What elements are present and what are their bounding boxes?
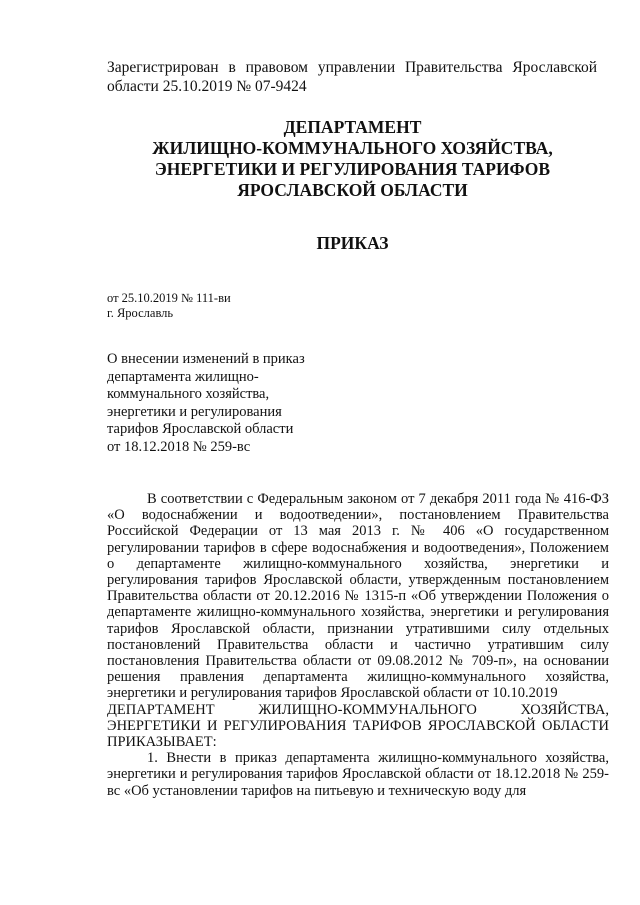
order-body — [107, 491, 609, 799]
clause-1-paragraph: 1. Внести в приказ департамента жилищно-коммунального хозяйства, энергетики и регулирования тарифов Ярославской области от 18.12.2018 № 259-вс «Об установлении тарифов на питьевую и техническую воду для — [107, 750, 609, 799]
department-line: ЭНЕРГЕТИКИ И РЕГУЛИРОВАНИЯ ТАРИФОВ — [154, 159, 551, 179]
registration-note: Зарегистрирован в правовом управлении Правительства Ярославской области 25.10.2019 № 07-9424 — [107, 59, 597, 95]
order-meta — [107, 291, 231, 321]
order-subject — [107, 351, 347, 456]
subject-line: тарифов Ярославской области — [107, 421, 294, 437]
preamble-paragraph: В соответствии с Федеральным законом от 7 декабря 2011 года № 416-ФЗ «О водоснабжении и водоотведении», постановлением Правительства Российской Федерации от 13 мая 2013 г. № 406 «О государственном регулировании тарифов в сфере водоснабжения и водоотведения», Положением о департаменте жилищно-коммунального хозяйства, энергетики и регулирования тарифов Ярославской области, утвержденным постановлением Правительства области от 20.12.2016 № 1315-п «Об утверждении Положения о департаменте жилищно-коммунального хозяйства, энергетики и регулирования тарифов Ярославской области, признании утратившими силу отдельных постановлений Правительства области и частично утратившим силу постановления Правительства области от 09.08.2012 № 709-п», на основании решения правления департамента жилищно-коммунального хозяйства, энергетики и регулирования тарифов Ярославской области от 10.10.2019 — [107, 491, 609, 702]
order-city: г. Ярославль — [107, 306, 174, 320]
subject-line: энергетики и регулирования — [107, 403, 282, 420]
orders-paragraph: ДЕПАРТАМЕНТ ЖИЛИЩНО-КОММУНАЛЬНОГО ХОЗЯЙСТВА, ЭНЕРГЕТИКИ И РЕГУЛИРОВАНИЯ ТАРИФОВ ЯРОСЛАВСКОЙ ОБЛАСТИ ПРИКАЗЫВАЕТ: — [107, 701, 609, 751]
department-line: ЯРОСЛАВСКОЙ ОБЛАСТИ — [237, 180, 468, 200]
subject-line: департамента жилищно- — [107, 368, 259, 385]
subject-line: от 18.12.2018 № 259-вс — [107, 438, 251, 455]
subject-line: коммунального хозяйства, — [107, 386, 270, 402]
subject-line: О внесении изменений в приказ — [107, 351, 305, 367]
department-line: ДЕПАРТАМЕНТ — [283, 117, 422, 137]
department-line: ЖИЛИЩНО-КОММУНАЛЬНОГО ХОЗЯЙСТВА, — [152, 138, 553, 158]
order-date-number: от 25.10.2019 № 111-ви — [107, 291, 231, 305]
order-title: ПРИКАЗ — [316, 233, 389, 253]
department-header — [0, 117, 640, 201]
